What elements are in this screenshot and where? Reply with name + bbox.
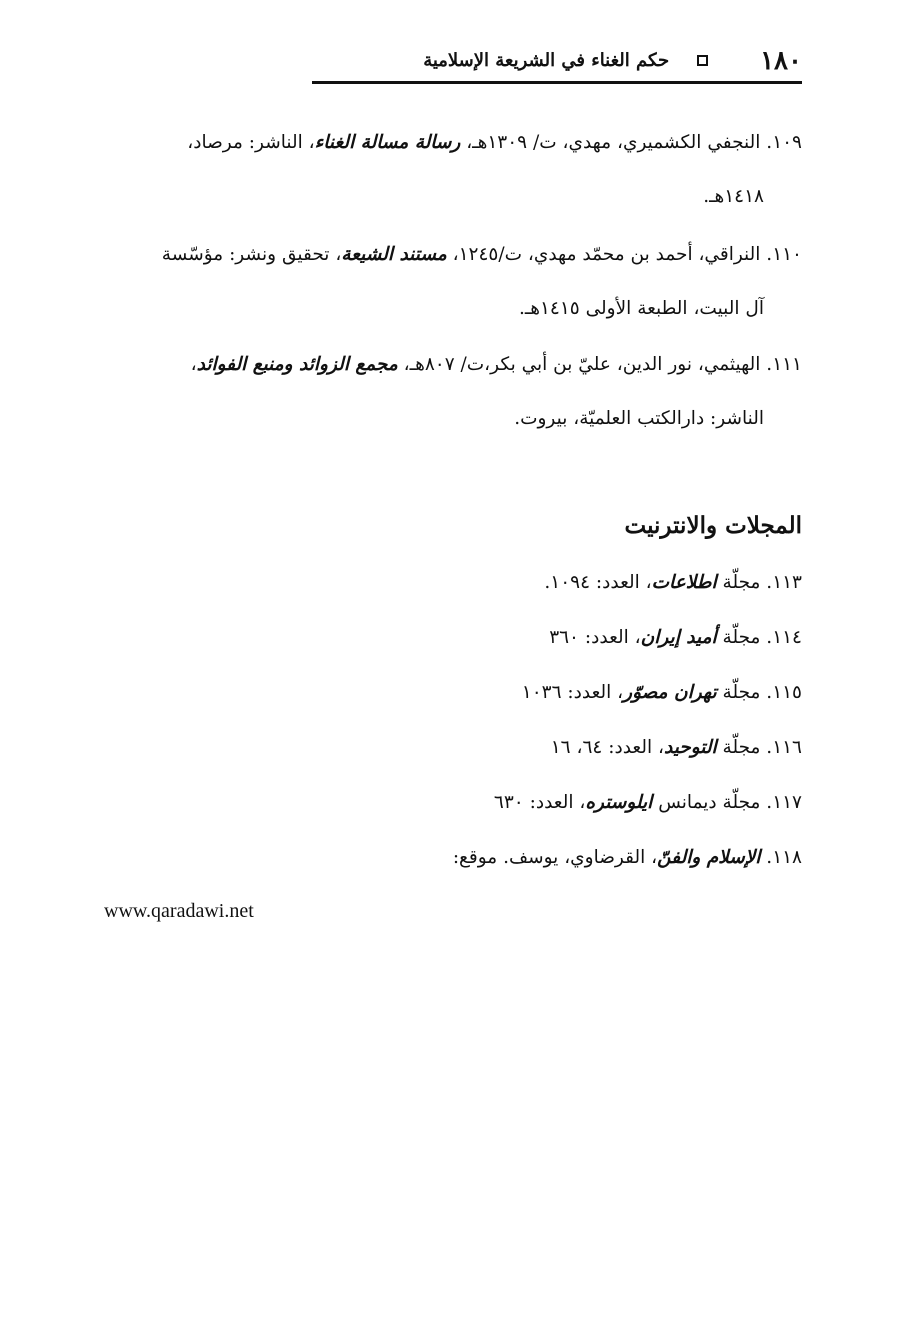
- reference-text: ، الناشر: مرصاد،: [187, 132, 315, 153]
- magazine-entry: [551, 737, 802, 758]
- magazine-title: التوحيد: [663, 737, 717, 758]
- reference-title: مستند الشيعة: [341, 244, 447, 265]
- magazine-issue: ، العدد: ١٠٣٦: [521, 682, 624, 703]
- reference-text: ،: [190, 354, 197, 375]
- magazine-prefix: ١١٥. مجلّة: [716, 682, 802, 703]
- reference-line: [162, 244, 802, 265]
- reference-entry: [102, 132, 802, 222]
- magazine-issue: ، العدد: ٦٣٠: [493, 792, 586, 813]
- reference-number: ١٠٩.: [766, 132, 802, 153]
- magazine-title: أميد إيران: [640, 627, 717, 648]
- reference-title: رسالة مسالة الغناء: [314, 132, 461, 153]
- page-number: ١٨٠: [760, 45, 802, 76]
- reference-entry: [102, 244, 802, 334]
- page-header: [312, 40, 802, 84]
- reference-number: ١١١.: [766, 354, 802, 375]
- reference-continuation: ١٤١٨هـ.: [703, 186, 764, 207]
- magazine-prefix: ١١٦. مجلّة: [716, 737, 802, 758]
- reference-continuation: آل البيت، الطبعة الأولى ١٤١٥هـ.: [518, 298, 764, 319]
- reference-entry: [102, 354, 802, 444]
- magazine-entry: [549, 627, 802, 648]
- reference-line: [191, 354, 802, 375]
- reference-text: الهيثمي، نور الدين، عليّ بن أبي بكر،ت/ ٨٠٧هـ،: [397, 354, 761, 375]
- magazine-title: اطلاعات: [651, 572, 717, 593]
- magazine-issue: ، العدد: ٦٤، ١٦: [550, 737, 664, 758]
- article-title: الإسلام والفنّ: [657, 847, 761, 868]
- magazine-title: ايلوستره: [585, 792, 653, 813]
- reference-text: ، تحقيق ونشر: مؤسّسة: [161, 244, 342, 265]
- square-separator-icon: [697, 55, 708, 66]
- reference-continuation: الناشر: دارالكتب العلميّة، بيروت.: [514, 408, 764, 429]
- magazine-title: تهران مصوّر: [623, 682, 717, 703]
- magazine-entry: [544, 572, 802, 593]
- magazine-entry: [522, 682, 802, 703]
- magazine-prefix: ١١٨.: [760, 847, 802, 868]
- running-title: حكم الغناء في الشريعة الإسلامية: [423, 50, 670, 71]
- reference-title: مجمع الزوائد ومنبع الفوائد: [196, 354, 398, 375]
- reference-text: النراقي، أحمد بن محمّد مهدي، ت/١٢٤٥،: [446, 244, 761, 265]
- magazine-issue: ، العدد: ٣٦٠: [549, 627, 641, 648]
- magazine-prefix: ١١٤. مجلّة: [716, 627, 802, 648]
- magazine-prefix: ١١٣. مجلّة: [716, 572, 802, 593]
- section-heading: المجلات والانترنيت: [624, 512, 802, 539]
- magazine-prefix: ١١٧. مجلّة ديمانس: [652, 792, 802, 813]
- reference-text: النجفي الكشميري، مهدي، ت/ ١٣٠٩هـ،: [460, 132, 761, 153]
- magazine-entry: [494, 792, 802, 813]
- reference-number: ١١٠.: [766, 244, 802, 265]
- magazine-issue: ، العدد: ١٠٩٤.: [544, 572, 652, 593]
- website-entry: [453, 847, 802, 868]
- article-source: ، القرضاوي، يوسف. موقع:: [452, 847, 658, 868]
- website-url: www.qaradawi.net: [104, 900, 254, 922]
- reference-line: [187, 132, 802, 153]
